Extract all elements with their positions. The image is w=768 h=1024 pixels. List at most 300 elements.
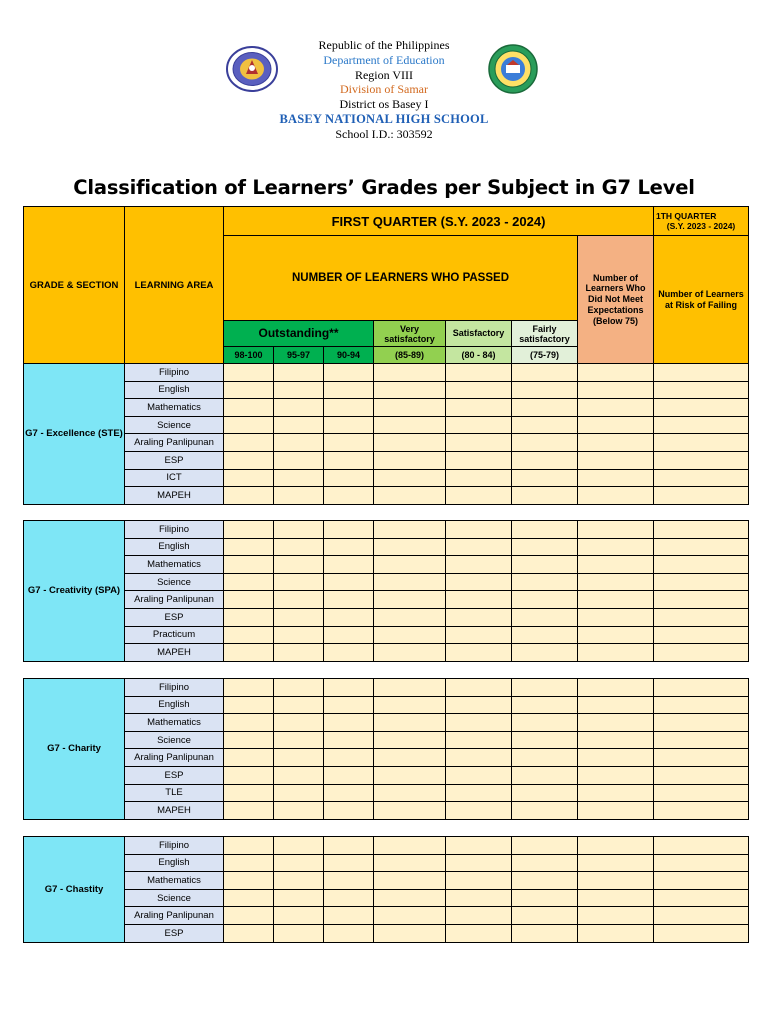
republic-line: Republic of the Philippines (318, 38, 450, 52)
count-input-cell[interactable] (273, 784, 324, 803)
count-input-cell[interactable] (323, 590, 374, 609)
learning-area-cell: Mathematics (124, 871, 224, 890)
count-input-cell[interactable] (653, 696, 749, 715)
count-input-cell[interactable] (577, 555, 654, 574)
count-input-cell[interactable] (653, 469, 749, 488)
count-input-cell[interactable] (653, 766, 749, 785)
count-input-cell[interactable] (223, 889, 274, 908)
count-input-cell[interactable] (577, 398, 654, 417)
count-input-cell[interactable] (273, 469, 324, 488)
count-input-cell[interactable] (445, 573, 512, 592)
count-input-cell[interactable] (373, 766, 446, 785)
count-input-cell[interactable] (511, 713, 578, 732)
count-input-cell[interactable] (511, 696, 578, 715)
count-input-cell[interactable] (273, 451, 324, 470)
count-input-cell[interactable] (445, 784, 512, 803)
count-input-cell[interactable] (223, 643, 274, 662)
very-satisfactory-header: Very satisfactory (373, 320, 446, 347)
count-input-cell[interactable] (577, 836, 654, 855)
satisfactory-header: Satisfactory (445, 320, 512, 347)
count-input-cell[interactable] (653, 555, 749, 574)
count-input-cell[interactable] (273, 889, 324, 908)
range-98-100: 98-100 (223, 346, 274, 364)
count-input-cell[interactable] (373, 871, 446, 890)
count-input-cell[interactable] (323, 871, 374, 890)
quarter-right-line1: 1TH QUARTER (656, 211, 717, 221)
count-input-cell[interactable] (223, 678, 274, 697)
range-75-79: (75-79) (511, 346, 578, 364)
count-input-cell[interactable] (577, 731, 654, 750)
department-line: Department of Education (323, 52, 445, 67)
count-input-cell[interactable] (653, 713, 749, 732)
count-input-cell[interactable] (323, 766, 374, 785)
count-input-cell[interactable] (323, 416, 374, 435)
count-input-cell[interactable] (323, 555, 374, 574)
count-input-cell[interactable] (323, 784, 374, 803)
count-input-cell[interactable] (373, 486, 446, 505)
count-input-cell[interactable] (653, 924, 749, 943)
count-input-cell[interactable] (223, 766, 274, 785)
section-label: G7 - Creativity (SPA) (23, 520, 125, 662)
count-input-cell[interactable] (577, 608, 654, 627)
learning-area-cell: English (124, 538, 224, 557)
count-input-cell[interactable] (373, 836, 446, 855)
count-input-cell[interactable] (373, 854, 446, 873)
count-input-cell[interactable] (577, 451, 654, 470)
count-input-cell[interactable] (445, 416, 512, 435)
school-id: School I.D.: 303592 (335, 126, 433, 141)
count-input-cell[interactable] (445, 696, 512, 715)
count-input-cell[interactable] (511, 924, 578, 943)
count-input-cell[interactable] (223, 836, 274, 855)
count-input-cell[interactable] (577, 573, 654, 592)
count-input-cell[interactable] (323, 398, 374, 417)
count-input-cell[interactable] (323, 696, 374, 715)
count-input-cell[interactable] (223, 469, 274, 488)
count-input-cell[interactable] (373, 451, 446, 470)
count-input-cell[interactable] (445, 713, 512, 732)
count-input-cell[interactable] (373, 363, 446, 382)
count-input-cell[interactable] (511, 573, 578, 592)
count-input-cell[interactable] (323, 906, 374, 925)
count-input-cell[interactable] (273, 538, 324, 557)
count-input-cell[interactable] (577, 906, 654, 925)
count-input-cell[interactable] (577, 381, 654, 400)
count-input-cell[interactable] (511, 906, 578, 925)
count-input-cell[interactable] (653, 836, 749, 855)
count-input-cell[interactable] (511, 538, 578, 557)
count-input-cell[interactable] (223, 520, 274, 539)
learning-area-cell: Filipino (124, 678, 224, 697)
learning-area-cell: ESP (124, 608, 224, 627)
count-input-cell[interactable] (373, 590, 446, 609)
count-input-cell[interactable] (577, 486, 654, 505)
count-input-cell[interactable] (653, 486, 749, 505)
learning-area-cell: ESP (124, 924, 224, 943)
count-input-cell[interactable] (577, 678, 654, 697)
count-input-cell[interactable] (373, 433, 446, 452)
count-input-cell[interactable] (373, 381, 446, 400)
count-input-cell[interactable] (653, 626, 749, 645)
count-input-cell[interactable] (323, 836, 374, 855)
count-input-cell[interactable] (273, 906, 324, 925)
count-input-cell[interactable] (223, 854, 274, 873)
count-input-cell[interactable] (273, 696, 324, 715)
count-input-cell[interactable] (223, 731, 274, 750)
count-input-cell[interactable] (445, 924, 512, 943)
count-input-cell[interactable] (223, 871, 274, 890)
fairly-satisfactory-header: Fairly satisfactory (511, 320, 578, 347)
count-input-cell[interactable] (223, 381, 274, 400)
count-input-cell[interactable] (511, 520, 578, 539)
count-input-cell[interactable] (223, 924, 274, 943)
count-input-cell[interactable] (577, 433, 654, 452)
count-input-cell[interactable] (273, 748, 324, 767)
section-label: G7 - Chastity (23, 836, 125, 943)
count-input-cell[interactable] (323, 854, 374, 873)
count-input-cell[interactable] (653, 573, 749, 592)
count-input-cell[interactable] (223, 486, 274, 505)
count-input-cell[interactable] (323, 469, 374, 488)
count-input-cell[interactable] (445, 381, 512, 400)
section-label: G7 - Charity (23, 678, 125, 820)
range-90-94: 90-94 (323, 346, 374, 364)
count-input-cell[interactable] (273, 363, 324, 382)
count-input-cell[interactable] (577, 590, 654, 609)
count-input-cell[interactable] (223, 748, 274, 767)
count-input-cell[interactable] (223, 590, 274, 609)
count-input-cell[interactable] (373, 748, 446, 767)
count-input-cell[interactable] (373, 906, 446, 925)
count-input-cell[interactable] (511, 416, 578, 435)
count-input-cell[interactable] (323, 801, 374, 820)
count-input-cell[interactable] (273, 731, 324, 750)
count-input-cell[interactable] (373, 520, 446, 539)
count-input-cell[interactable] (445, 469, 512, 488)
count-input-cell[interactable] (511, 678, 578, 697)
count-input-cell[interactable] (653, 433, 749, 452)
count-input-cell[interactable] (577, 924, 654, 943)
count-input-cell[interactable] (577, 801, 654, 820)
count-input-cell[interactable] (511, 748, 578, 767)
count-input-cell[interactable] (323, 731, 374, 750)
count-input-cell[interactable] (577, 643, 654, 662)
count-input-cell[interactable] (223, 573, 274, 592)
learning-area-cell: MAPEH (124, 486, 224, 505)
learning-area-cell: Science (124, 573, 224, 592)
count-input-cell[interactable] (323, 520, 374, 539)
count-input-cell[interactable] (273, 801, 324, 820)
learning-area-cell: ICT (124, 469, 224, 488)
count-input-cell[interactable] (445, 889, 512, 908)
count-input-cell[interactable] (653, 748, 749, 767)
section-label: G7 - Excellence (STE) (23, 363, 125, 505)
learning-area-cell: Mathematics (124, 713, 224, 732)
count-input-cell[interactable] (445, 538, 512, 557)
did-not-meet-header: Number of Learners Who Did Not Meet Expectations (Below 75) (577, 235, 654, 364)
count-input-cell[interactable] (653, 731, 749, 750)
count-input-cell[interactable] (577, 854, 654, 873)
passed-header: NUMBER OF LEARNERS WHO PASSED (223, 235, 578, 321)
count-input-cell[interactable] (273, 836, 324, 855)
learning-area-cell: Araling Panlipunan (124, 748, 224, 767)
count-input-cell[interactable] (373, 416, 446, 435)
count-input-cell[interactable] (511, 433, 578, 452)
learning-area-cell: MAPEH (124, 801, 224, 820)
count-input-cell[interactable] (273, 871, 324, 890)
division-line: Division of Samar (340, 82, 428, 97)
count-input-cell[interactable] (653, 398, 749, 417)
count-input-cell[interactable] (511, 590, 578, 609)
count-input-cell[interactable] (653, 608, 749, 627)
count-input-cell[interactable] (323, 889, 374, 908)
count-input-cell[interactable] (373, 801, 446, 820)
count-input-cell[interactable] (511, 451, 578, 470)
count-input-cell[interactable] (323, 451, 374, 470)
count-input-cell[interactable] (445, 643, 512, 662)
count-input-cell[interactable] (577, 696, 654, 715)
range-95-97: 95-97 (273, 346, 324, 364)
count-input-cell[interactable] (511, 854, 578, 873)
learning-area-cell: Filipino (124, 520, 224, 539)
count-input-cell[interactable] (373, 643, 446, 662)
count-input-cell[interactable] (373, 924, 446, 943)
count-input-cell[interactable] (445, 608, 512, 627)
count-input-cell[interactable] (323, 748, 374, 767)
document-title: Classification of Learners’ Grades per Subject in G7 Level (73, 176, 695, 199)
count-input-cell[interactable] (445, 363, 512, 382)
count-input-cell[interactable] (273, 924, 324, 943)
learning-area-cell: Filipino (124, 363, 224, 382)
count-input-cell[interactable] (653, 854, 749, 873)
count-input-cell[interactable] (445, 590, 512, 609)
first-quarter-right-header (653, 206, 749, 236)
count-input-cell[interactable] (373, 469, 446, 488)
count-input-cell[interactable] (577, 626, 654, 645)
count-input-cell[interactable] (273, 854, 324, 873)
count-input-cell[interactable] (373, 538, 446, 557)
risk-failing-header: Number of Learners at Risk of Failing (653, 235, 749, 364)
count-input-cell[interactable] (445, 486, 512, 505)
count-input-cell[interactable] (445, 451, 512, 470)
learning-area-cell: TLE (124, 784, 224, 803)
count-input-cell[interactable] (653, 363, 749, 382)
count-input-cell[interactable] (273, 608, 324, 627)
count-input-cell[interactable] (223, 416, 274, 435)
learning-area-cell: Practicum (124, 626, 224, 645)
count-input-cell[interactable] (223, 626, 274, 645)
count-input-cell[interactable] (373, 678, 446, 697)
count-input-cell[interactable] (445, 398, 512, 417)
count-input-cell[interactable] (445, 871, 512, 890)
count-input-cell[interactable] (223, 713, 274, 732)
count-input-cell[interactable] (323, 713, 374, 732)
learning-area-cell: Science (124, 416, 224, 435)
count-input-cell[interactable] (223, 784, 274, 803)
count-input-cell[interactable] (273, 398, 324, 417)
count-input-cell[interactable] (511, 766, 578, 785)
district-line: District os Basey I (339, 97, 429, 112)
count-input-cell[interactable] (577, 871, 654, 890)
count-input-cell[interactable] (373, 696, 446, 715)
count-input-cell[interactable] (577, 713, 654, 732)
count-input-cell[interactable] (323, 381, 374, 400)
count-input-cell[interactable] (577, 889, 654, 908)
learning-area-cell: English (124, 381, 224, 400)
count-input-cell[interactable] (273, 381, 324, 400)
count-input-cell[interactable] (653, 889, 749, 908)
count-input-cell[interactable] (653, 801, 749, 820)
count-input-cell[interactable] (511, 555, 578, 574)
count-input-cell[interactable] (445, 433, 512, 452)
count-input-cell[interactable] (223, 451, 274, 470)
count-input-cell[interactable] (223, 538, 274, 557)
count-input-cell[interactable] (373, 784, 446, 803)
count-input-cell[interactable] (511, 626, 578, 645)
learning-area-cell: English (124, 854, 224, 873)
learning-area-cell: English (124, 696, 224, 715)
count-input-cell[interactable] (273, 626, 324, 645)
count-input-cell[interactable] (577, 469, 654, 488)
count-input-cell[interactable] (373, 889, 446, 908)
count-input-cell[interactable] (511, 469, 578, 488)
outstanding-header: Outstanding** (223, 320, 374, 347)
count-input-cell[interactable] (323, 924, 374, 943)
count-input-cell[interactable] (223, 398, 274, 417)
learning-area-cell: MAPEH (124, 643, 224, 662)
count-input-cell[interactable] (323, 486, 374, 505)
count-input-cell[interactable] (653, 451, 749, 470)
count-input-cell[interactable] (273, 590, 324, 609)
count-input-cell[interactable] (373, 626, 446, 645)
learning-area-cell: Araling Panlipunan (124, 906, 224, 925)
count-input-cell[interactable] (511, 486, 578, 505)
count-input-cell[interactable] (273, 486, 324, 505)
count-input-cell[interactable] (223, 608, 274, 627)
count-input-cell[interactable] (511, 608, 578, 627)
count-input-cell[interactable] (653, 871, 749, 890)
count-input-cell[interactable] (273, 678, 324, 697)
count-input-cell[interactable] (511, 871, 578, 890)
count-input-cell[interactable] (511, 784, 578, 803)
count-input-cell[interactable] (373, 398, 446, 417)
count-input-cell[interactable] (653, 416, 749, 435)
school-name: BASEY NATIONAL HIGH SCHOOL (279, 111, 489, 126)
count-input-cell[interactable] (323, 573, 374, 592)
count-input-cell[interactable] (445, 906, 512, 925)
count-input-cell[interactable] (445, 626, 512, 645)
count-input-cell[interactable] (445, 766, 512, 785)
count-input-cell[interactable] (273, 766, 324, 785)
count-input-cell[interactable] (511, 643, 578, 662)
count-input-cell[interactable] (373, 573, 446, 592)
region-line: Region VIII (354, 67, 414, 82)
count-input-cell[interactable] (653, 520, 749, 539)
count-input-cell[interactable] (445, 731, 512, 750)
count-input-cell[interactable] (577, 538, 654, 557)
count-input-cell[interactable] (273, 433, 324, 452)
count-input-cell[interactable] (223, 801, 274, 820)
count-input-cell[interactable] (223, 555, 274, 574)
count-input-cell[interactable] (373, 555, 446, 574)
count-input-cell[interactable] (511, 801, 578, 820)
count-input-cell[interactable] (223, 433, 274, 452)
learning-area-cell: ESP (124, 766, 224, 785)
count-input-cell[interactable] (373, 608, 446, 627)
count-input-cell[interactable] (577, 363, 654, 382)
count-input-cell[interactable] (445, 801, 512, 820)
count-input-cell[interactable] (653, 538, 749, 557)
range-80-84: (80 - 84) (445, 346, 512, 364)
count-input-cell[interactable] (373, 713, 446, 732)
count-input-cell[interactable] (323, 433, 374, 452)
count-input-cell[interactable] (653, 381, 749, 400)
learning-area-cell: ESP (124, 451, 224, 470)
count-input-cell[interactable] (323, 363, 374, 382)
count-input-cell[interactable] (445, 520, 512, 539)
learning-area-cell: Araling Panlipunan (124, 433, 224, 452)
count-input-cell[interactable] (223, 696, 274, 715)
count-input-cell[interactable] (223, 363, 274, 382)
count-input-cell[interactable] (577, 784, 654, 803)
count-input-cell[interactable] (323, 626, 374, 645)
count-input-cell[interactable] (323, 608, 374, 627)
count-input-cell[interactable] (653, 678, 749, 697)
count-input-cell[interactable] (445, 854, 512, 873)
count-input-cell[interactable] (653, 906, 749, 925)
learning-area-header: LEARNING AREA (124, 206, 224, 364)
count-input-cell[interactable] (273, 713, 324, 732)
count-input-cell[interactable] (273, 643, 324, 662)
count-input-cell[interactable] (273, 555, 324, 574)
count-input-cell[interactable] (511, 363, 578, 382)
range-85-89: (85-89) (373, 346, 446, 364)
learning-area-cell: Science (124, 731, 224, 750)
count-input-cell[interactable] (577, 748, 654, 767)
count-input-cell[interactable] (323, 643, 374, 662)
learning-area-cell: Mathematics (124, 398, 224, 417)
count-input-cell[interactable] (223, 906, 274, 925)
count-input-cell[interactable] (323, 678, 374, 697)
quarter-right-line2: (S.Y. 2023 - 2024) (666, 221, 736, 231)
count-input-cell[interactable] (511, 731, 578, 750)
count-input-cell[interactable] (653, 590, 749, 609)
grade-section-header: GRADE & SECTION (23, 206, 125, 364)
count-input-cell[interactable] (511, 836, 578, 855)
count-input-cell[interactable] (273, 416, 324, 435)
learning-area-cell: Araling Panlipunan (124, 590, 224, 609)
count-input-cell[interactable] (445, 836, 512, 855)
learning-area-cell: Filipino (124, 836, 224, 855)
count-input-cell[interactable] (653, 784, 749, 803)
count-input-cell[interactable] (511, 889, 578, 908)
count-input-cell[interactable] (577, 520, 654, 539)
learning-area-cell: Science (124, 889, 224, 908)
count-input-cell[interactable] (273, 573, 324, 592)
learning-area-cell: Mathematics (124, 555, 224, 574)
count-input-cell[interactable] (577, 416, 654, 435)
count-input-cell[interactable] (445, 678, 512, 697)
count-input-cell[interactable] (653, 643, 749, 662)
count-input-cell[interactable] (511, 398, 578, 417)
count-input-cell[interactable] (577, 766, 654, 785)
count-input-cell[interactable] (323, 538, 374, 557)
count-input-cell[interactable] (373, 731, 446, 750)
count-input-cell[interactable] (445, 555, 512, 574)
count-input-cell[interactable] (273, 520, 324, 539)
count-input-cell[interactable] (445, 748, 512, 767)
count-input-cell[interactable] (511, 381, 578, 400)
